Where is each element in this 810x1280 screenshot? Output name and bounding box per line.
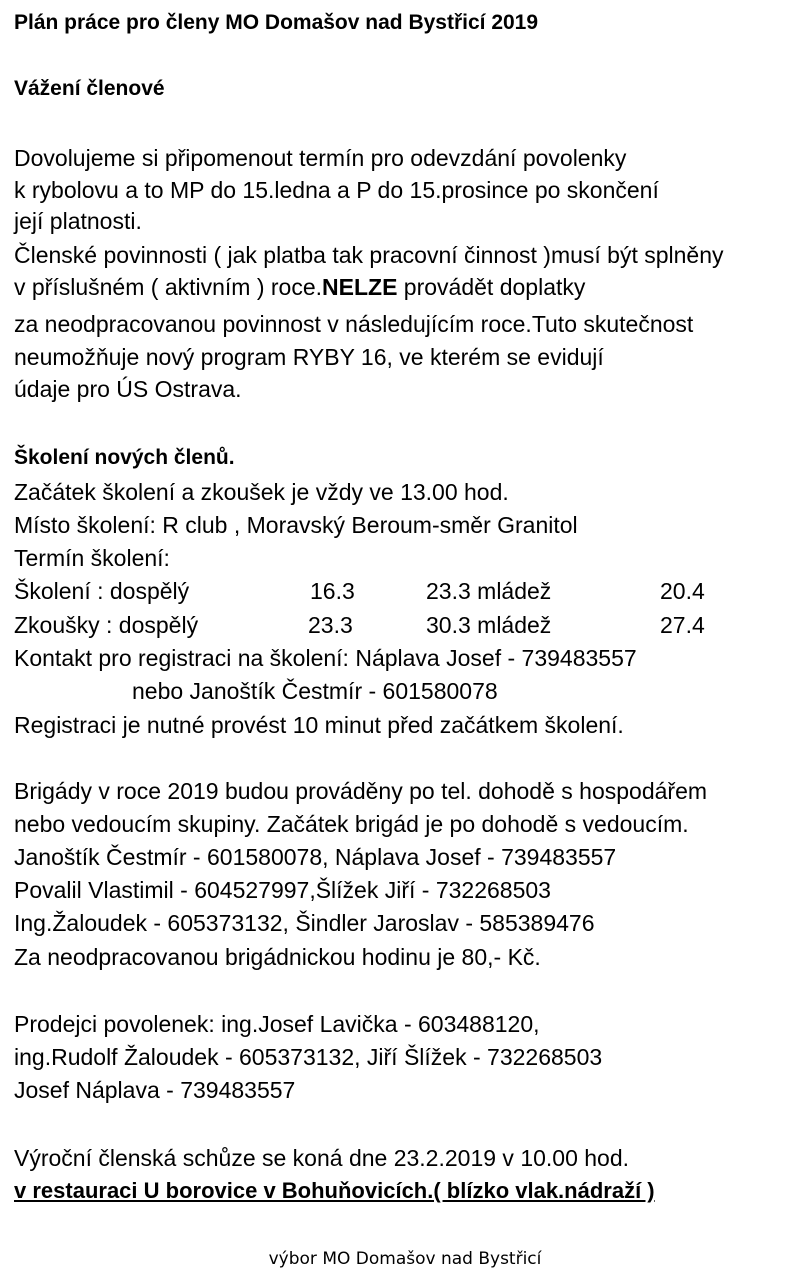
intro-line: údaje pro ÚS Ostrava. xyxy=(14,376,242,402)
greeting: Vážení členové xyxy=(14,77,165,100)
intro-line: za neodpracovanou povinnost v následujícím roce.Tuto skutečnost xyxy=(14,311,694,337)
intro-line: Členské povinnosti ( jak platba tak pracovní činnost )musí být splněny xyxy=(14,242,724,268)
training-term-label: Termín školení: xyxy=(14,545,170,571)
intro-line: její platnosti. xyxy=(14,208,142,234)
meeting-location: v restauraci U borovice v Bohuňovicích.( blízko vlak.nádraží ) xyxy=(14,1178,655,1203)
sellers-line: Josef Náplava - 739483557 xyxy=(14,1077,296,1103)
meeting-line: Výroční členská schůze se koná dne 23.2.2019 v 10.00 hod. xyxy=(14,1145,630,1171)
brigades-line: Povalil Vlastimil - 604527997,Šlížek Jiří - 732268503 xyxy=(14,877,551,903)
adult-date: 16.3 xyxy=(310,578,355,604)
document-title: Plán práce pro členy MO Domašov nad Bystřicí 2019 xyxy=(14,11,539,34)
intro-text: v příslušném ( aktivním ) roce. xyxy=(14,274,323,300)
brigades-line: nebo vedoucím skupiny. Začátek brigád je po dohodě s vedoucím. xyxy=(14,811,689,837)
youth-date-label: 23.3 mládež xyxy=(426,578,552,604)
sellers-line: Prodejci povolenek: ing.Josef Lavička - 603488120, xyxy=(14,1011,540,1037)
contact-line: Kontakt pro registraci na školení: Náplava Josef - 739483557 xyxy=(14,645,637,671)
footer-signature: výbor MO Domašov nad Bystřicí xyxy=(268,1249,542,1269)
brigades-line: Ing.Žaloudek - 605373132, Šindler Jaroslav - 585389476 xyxy=(14,910,595,936)
contact-line: nebo Janoštík Čestmír - 601580078 xyxy=(132,678,498,704)
intro-text: provádět doplatky xyxy=(397,274,586,300)
registration-note: Registraci je nutné provést 10 minut před začátkem školení. xyxy=(14,712,624,738)
brigades-line: Brigády v roce 2019 budou prováděny po tel. dohodě s hospodářem xyxy=(14,778,708,804)
training-heading: Školení nových členů. xyxy=(14,446,235,469)
brigades-line: Za neodpracovanou brigádnickou hodinu je 80,- Kč. xyxy=(14,944,541,970)
intro-line: neumožňuje nový program RYBY 16, ve kterém se evidují xyxy=(14,344,604,370)
intro-line: k rybolovu a to MP do 15.ledna a P do 15.prosince po skončení xyxy=(14,177,659,203)
training-start: Začátek školení a zkoušek je vždy ve 13.00 hod. xyxy=(14,479,509,505)
intro-line: Dovolujeme si připomenout termín pro odevzdání povolenky xyxy=(14,145,627,171)
intro-line xyxy=(14,272,585,302)
sellers-line: ing.Rudolf Žaloudek - 605373132, Jiří Šlížek - 732268503 xyxy=(14,1044,603,1070)
emphasis-text: NELZE xyxy=(322,274,398,300)
row-label: Zkoušky : dospělý xyxy=(14,612,199,638)
training-place: Místo školení: R club , Moravský Beroum-směr Granitol xyxy=(14,512,578,538)
youth-date-label: 30.3 mládež xyxy=(426,612,552,638)
adult-date: 23.3 xyxy=(308,612,353,638)
row-label: Školení : dospělý xyxy=(14,578,190,604)
youth-date: 27.4 xyxy=(660,612,705,638)
youth-date: 20.4 xyxy=(660,578,705,604)
brigades-line: Janoštík Čestmír - 601580078, Náplava Josef - 739483557 xyxy=(14,844,617,870)
